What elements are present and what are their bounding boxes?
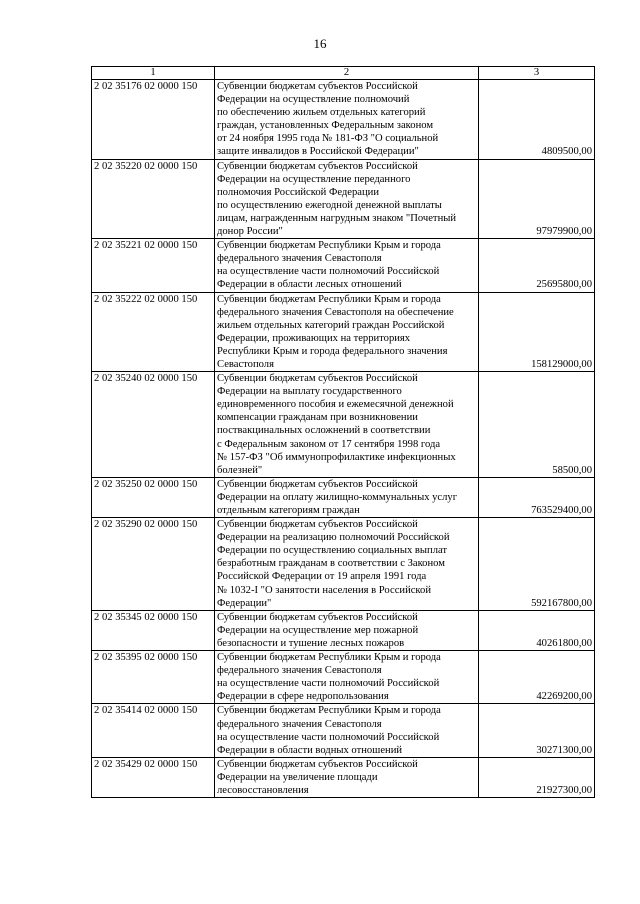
table-row <box>92 477 595 517</box>
column-header: 2 <box>215 67 479 80</box>
table-row <box>92 704 595 757</box>
budget-code-cell: 2 02 35345 02 0000 150 <box>92 610 215 650</box>
amount-cell: 40261800,00 <box>479 610 595 650</box>
description-cell: Субвенции бюджетам Республики Крым и города федерального значения Севастополя на осуществление части полномочий Российской Федерации в области лесных отношений <box>215 239 479 292</box>
amount-cell: 763529400,00 <box>479 477 595 517</box>
description-cell: Субвенции бюджетам субъектов Российской Федерации на осуществление переданного полномочия Российской Федерации по осуществлению ежегодной денежной выплаты лицам, награжденным нагрудным знаком "Почетный донор России" <box>215 159 479 239</box>
description-cell: Субвенции бюджетам субъектов Российской Федерации на увеличение площади лесовосстановления <box>215 757 479 797</box>
amount-cell: 42269200,00 <box>479 651 595 704</box>
amount-cell: 30271300,00 <box>479 704 595 757</box>
description-cell: Субвенции бюджетам субъектов Российской Федерации на выплату государственного единовременного пособия и ежемесячной денежной компенсации гражданам при возникновении поствакцинальных осложнений в соответствии с Федеральным законом от 17 сентября 1998 года № 157-ФЗ "Об иммунопрофилактике инфекционных болезней" <box>215 372 479 478</box>
amount-cell: 25695800,00 <box>479 239 595 292</box>
table-row <box>92 292 595 372</box>
budget-code-cell: 2 02 35290 02 0000 150 <box>92 518 215 611</box>
amount-cell: 97979900,00 <box>479 159 595 239</box>
amount-cell: 21927300,00 <box>479 757 595 797</box>
description-cell: Субвенции бюджетам Республики Крым и города федерального значения Севастополя на осуществление части полномочий Российской Федерации в сфере недропользования <box>215 651 479 704</box>
column-header: 3 <box>479 67 595 80</box>
table-header-row <box>92 67 595 80</box>
budget-code-cell: 2 02 35250 02 0000 150 <box>92 477 215 517</box>
description-cell: Субвенции бюджетам субъектов Российской Федерации на оплату жилищно-коммунальных услуг отдельным категориям граждан <box>215 477 479 517</box>
budget-code-cell: 2 02 35221 02 0000 150 <box>92 239 215 292</box>
budget-code-cell: 2 02 35395 02 0000 150 <box>92 651 215 704</box>
budget-code-cell: 2 02 35176 02 0000 150 <box>92 80 215 160</box>
budget-code-cell: 2 02 35414 02 0000 150 <box>92 704 215 757</box>
table-row <box>92 757 595 797</box>
budget-code-cell: 2 02 35240 02 0000 150 <box>92 372 215 478</box>
amount-cell: 158129000,00 <box>479 292 595 372</box>
column-header: 1 <box>92 67 215 80</box>
budget-code-cell: 2 02 35429 02 0000 150 <box>92 757 215 797</box>
table-row <box>92 239 595 292</box>
table-row <box>92 159 595 239</box>
description-cell: Субвенции бюджетам субъектов Российской Федерации на осуществление мер пожарной безопасности и тушение лесных пожаров <box>215 610 479 650</box>
amount-cell: 4809500,00 <box>479 80 595 160</box>
description-cell: Субвенции бюджетам Республики Крым и города федерального значения Севастополя на осуществление части полномочий Российской Федерации в области водных отношений <box>215 704 479 757</box>
page-number: 16 <box>313 36 327 51</box>
amount-cell: 592167800,00 <box>479 518 595 611</box>
description-cell: Субвенции бюджетам субъектов Российской Федерации на реализацию полномочий Российской Федерации по осуществлению социальных выплат безработным гражданам в соответствии с Законом Российской Федерации от 19 апреля 1991 года № 1032-I "О занятости населения в Российской Федерации" <box>215 518 479 611</box>
description-cell: Субвенции бюджетам Республики Крым и города федерального значения Севастополя на обеспечение жильем отдельных категорий граждан Российской Федерации, проживающих на территориях Республики Крым и города федерального значения Севастополя <box>215 292 479 372</box>
budget-code-cell: 2 02 35222 02 0000 150 <box>92 292 215 372</box>
amount-cell: 58500,00 <box>479 372 595 478</box>
table-row <box>92 651 595 704</box>
table-row <box>92 610 595 650</box>
table-row <box>92 372 595 478</box>
budget-table <box>91 66 595 798</box>
table-row <box>92 80 595 160</box>
budget-code-cell: 2 02 35220 02 0000 150 <box>92 159 215 239</box>
description-cell: Субвенции бюджетам субъектов Российской Федерации на осуществление полномочий по обеспечению жильем отдельных категорий граждан, установленных Федеральным законом от 24 ноября 1995 года № 181-ФЗ "О социальной защите инвалидов в Российской Федерации" <box>215 80 479 160</box>
table-row <box>92 518 595 611</box>
